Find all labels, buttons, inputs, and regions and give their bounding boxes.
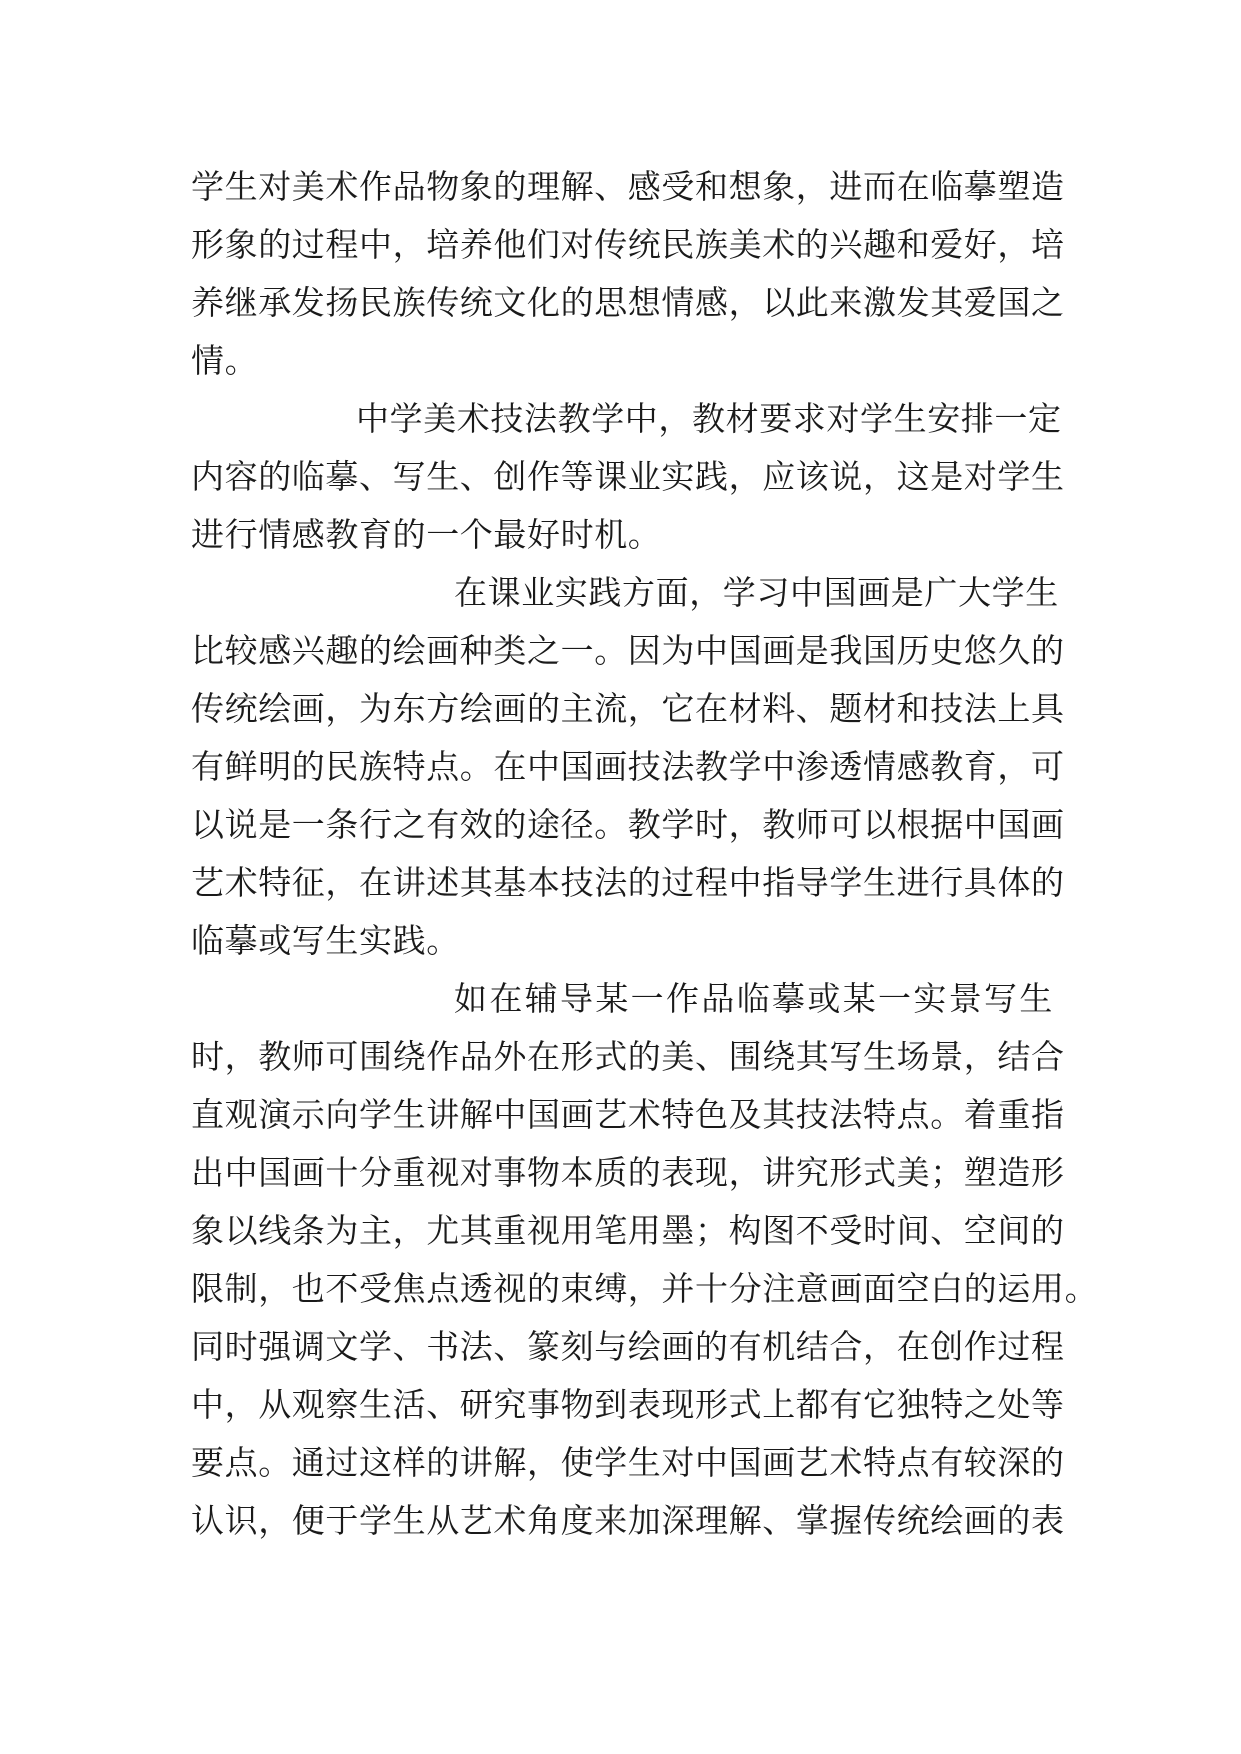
paragraph-1-line-2: 形象的过程中，培养他们对传统民族美术的兴趣和爱好，培	[191, 225, 1065, 264]
paragraph-3-line-2: 比较感兴趣的绘画种类之一。因为中国画是我国历史悠久的	[191, 631, 1065, 670]
paragraph-4-line-2: 时，教师可围绕作品外在形式的美、围绕其写生场景，结合	[191, 1037, 1065, 1076]
paragraph-2-line-1: 中学美术技法教学中，教材要求对学生安排一定	[356, 399, 1062, 438]
paragraph-3-line-3: 传统绘画，为东方绘画的主流，它在材料、题材和技法上具	[191, 689, 1065, 728]
paragraph-4-line-1: 如在辅导某一作品临摹或某一实景写生	[454, 979, 1053, 1018]
paragraph-3-line-4: 有鲜明的民族特点。在中国画技法教学中渗透情感教育，可	[191, 747, 1065, 786]
paragraph-1-line-4: 情。	[191, 341, 259, 380]
paragraph-4-line-3: 直观演示向学生讲解中国画艺术特色及其技法特点。着重指	[191, 1095, 1065, 1134]
paragraph-2-line-2: 内容的临摹、写生、创作等课业实践，应该说，这是对学生	[191, 457, 1065, 496]
paragraph-4-line-7: 同时强调文学、书法、篆刻与绘画的有机结合，在创作过程	[191, 1327, 1065, 1366]
paragraph-4-line-9: 要点。通过这样的讲解，使学生对中国画艺术特点有较深的	[191, 1443, 1065, 1482]
paragraph-2-line-3: 进行情感教育的一个最好时机。	[191, 515, 662, 554]
paragraph-3-line-1: 在课业实践方面，学习中国画是广大学生	[454, 573, 1059, 612]
paragraph-3-line-6: 艺术特征，在讲述其基本技法的过程中指导学生进行具体的	[191, 863, 1065, 902]
paragraph-1-line-1: 学生对美术作品物象的理解、感受和想象，进而在临摹塑造	[191, 167, 1065, 206]
paragraph-4-line-10: 认识，便于学生从艺术角度来加深理解、掌握传统绘画的表	[191, 1501, 1065, 1540]
paragraph-3-line-7: 临摹或写生实践。	[191, 921, 460, 960]
paragraph-4-line-6: 限制，也不受焦点透视的束缚，并十分注意画面空白的运用。	[191, 1269, 1099, 1308]
paragraph-4-line-4: 出中国画十分重视对事物本质的表现，讲究形式美；塑造形	[191, 1153, 1065, 1192]
paragraph-4-line-8: 中，从观察生活、研究事物到表现形式上都有它独特之处等	[191, 1385, 1065, 1424]
paragraph-4-line-5: 象以线条为主，尤其重视用笔用墨；构图不受时间、空间的	[191, 1211, 1065, 1250]
paragraph-3-line-5: 以说是一条行之有效的途径。教学时，教师可以根据中国画	[191, 805, 1065, 844]
paragraph-1-line-3: 养继承发扬民族传统文化的思想情感，以此来激发其爱国之	[191, 283, 1065, 322]
